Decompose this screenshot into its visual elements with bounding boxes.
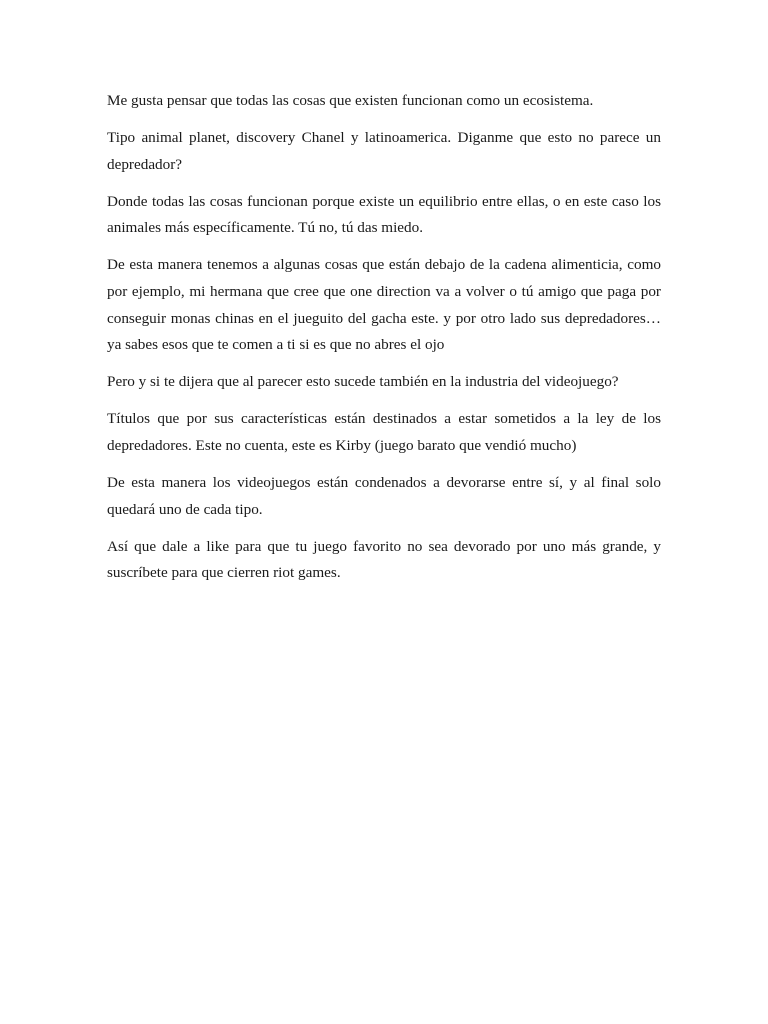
paragraph-8: Así que dale a like para que tu juego favorito no sea devorado por uno más grande, y suscríbete para que cierren riot games. xyxy=(107,537,661,582)
paragraph-1: Me gusta pensar que todas las cosas que existen funcionan como un ecosistema. xyxy=(107,92,594,109)
paragraph-2: Tipo animal planet, discovery Chanel y latinoamerica. Diganme que esto no parece un depredador? xyxy=(107,129,661,173)
paragraph-7: De esta manera los videojuegos están condenados a devorarse entre sí, y al final solo quedará uno de cada tipo. xyxy=(107,474,661,518)
paragraph-5: Pero y si te dijera que al parecer esto sucede también en la industria del videojuego? xyxy=(107,373,619,391)
paragraph-4: De esta manera tenemos a algunas cosas que están debajo de la cadena alimenticia, como por ejemplo, mi hermana que cree que one direction va a volver o tú amigo que paga por conseguir monas chinas en el jueguito del gacha este. y por otro lado sus depredadores… ya sabes esos que te comen a ti si es que no abres el ojo xyxy=(107,256,661,354)
document-body xyxy=(107,88,661,598)
paragraph-6: Títulos que por sus características están destinados a estar sometidos a la ley de los depredadores. Este no cuenta, este es Kirby (juego barato que vendió mucho) xyxy=(107,410,661,455)
paragraph-3: Donde todas las cosas funcionan porque existe un equilibrio entre ellas, o en este caso los animales más específicamente. Tú no, tú das miedo. xyxy=(107,192,661,237)
